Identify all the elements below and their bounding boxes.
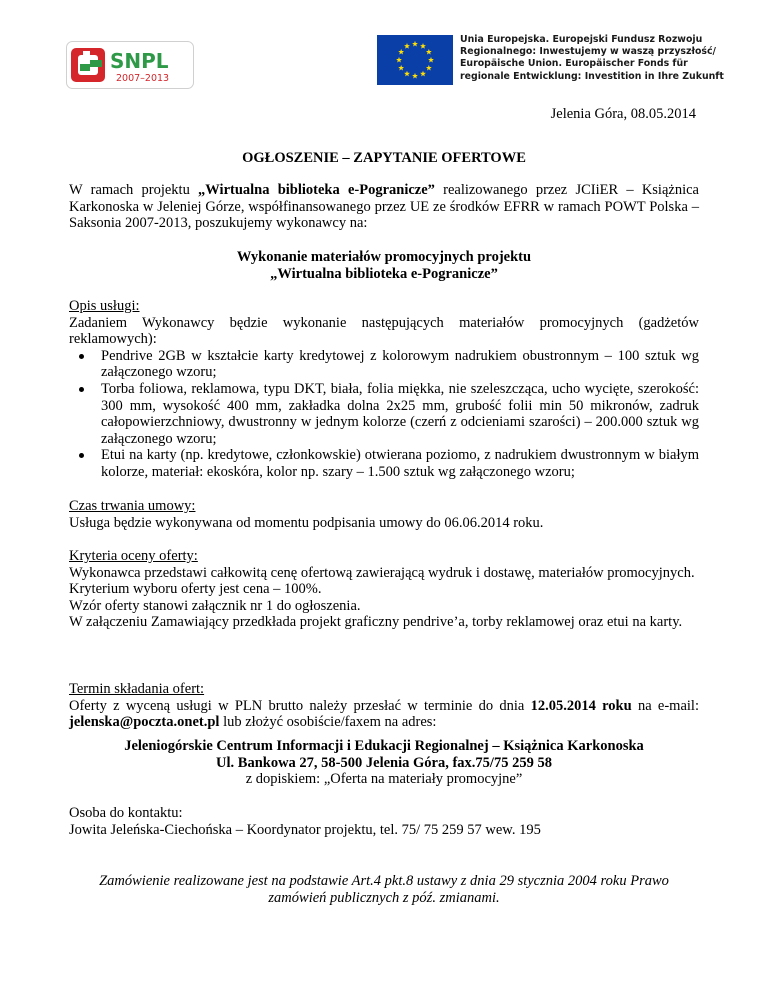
criteria-section <box>69 548 699 631</box>
address-block <box>69 738 699 788</box>
eu-flag <box>377 35 453 85</box>
snpl-puzzle-logo-icon <box>66 41 194 89</box>
bullet-icon <box>79 453 84 458</box>
eu-star-icon <box>398 65 404 71</box>
eu-text-line: regionale Entwicklung: Investition in Ihre Zukunft <box>460 70 724 82</box>
contact-heading: Osoba do kontaktu: <box>69 805 183 821</box>
eu-star-icon <box>396 57 402 63</box>
project-name: „Wirtualna biblioteka e-Pogranicze” <box>198 182 435 198</box>
eu-star-icon <box>426 49 432 55</box>
deadline-text-after: lub złożyć osobiście/faxem na adres: <box>219 714 437 731</box>
eu-text-line: Europäische Union. Europäischer Fonds für <box>460 58 688 70</box>
document-date: Jelenia Góra, 08.05.2014 <box>550 106 696 122</box>
list-item-text: Torba foliowa, reklamowa, typu DKT, biała, folia miękka, nie szeleszcząca, ucho wycięte, szerokość: 300 mm, wysokość 400 mm, zakładka dolna 2x25 mm, grubość folii min 50 mikronów, zadruk całopowierzchniowy, dwustronny w jednym kolorze (czerń z odcieniami szarości) – 200.000 sztuk wg załączonego wzoru; <box>101 380 699 447</box>
list-item-text: Etui na karty (np. kredytowe, członkowskie) otwierana poziomo, z nadrukiem dwustronnym w białym kolorze, materiał: ekoskóra, kolor np. szary – 1.500 sztuk wg załączonego wzoru; <box>101 447 699 480</box>
deadline-heading: Termin składania ofert: <box>69 681 205 697</box>
eu-star-icon <box>412 41 418 47</box>
service-heading: Opis usługi: <box>69 298 140 314</box>
list-item <box>69 447 699 480</box>
list-item <box>69 381 699 447</box>
duration-text: Usługa będzie wykonywana od momentu podpisania umowy do 06.06.2014 roku. <box>69 514 544 531</box>
duration-section <box>69 498 699 531</box>
contact-text: Jowita Jeleńska-Ciechońska – Koordynator projektu, tel. 75/ 75 259 57 wew. 195 <box>69 821 541 838</box>
bullet-icon <box>79 387 84 392</box>
duration-heading: Czas trwania umowy: <box>69 498 196 514</box>
eu-text-line: Regionalnego: Inwestujemy w waszą przyszłość/ <box>460 46 716 58</box>
bullet-icon <box>79 354 84 359</box>
footer-line: Zamówienie realizowane jest na podstawie Art.4 pkt.8 ustawy z dnia 29 stycznia 2004 roku Prawo <box>99 873 669 889</box>
criteria-text: W załączeniu Zamawiający przedkłada projekt graficzny pendrive’a, torby reklamowej oraz etui na karty. <box>69 614 683 631</box>
list-item-text: Pendrive 2GB w kształcie karty kredytowej z kolorowym nadrukiem obustronnym – 100 sztuk wg załączonego wzoru; <box>101 347 699 381</box>
deadline-text-before: Oferty z wyceną usługi w PLN brutto należy przesłać w terminie do dnia <box>69 697 531 714</box>
deadline-section <box>69 681 699 731</box>
document-title: OGŁOSZENIE – ZAPYTANIE OFERTOWE <box>242 150 526 166</box>
snpl-logo <box>66 41 194 89</box>
subject-line: „Wirtualna biblioteka e-Pogranicze” <box>270 265 498 282</box>
snpl-logo-years: 2007–2013 <box>116 73 170 84</box>
criteria-text: Wykonawca przedstawi całkowitą cenę ofertową zawierającą wydruk i dostawę, materiałów promocyjnych. <box>69 564 695 581</box>
contact-section <box>69 805 699 838</box>
eu-star-icon <box>412 73 418 79</box>
deadline-date: 12.05.2014 roku <box>530 697 632 714</box>
eu-star-icon <box>398 49 404 55</box>
deadline-text <box>69 698 699 731</box>
eu-star-icon <box>404 43 410 49</box>
list-item <box>69 348 699 381</box>
subject-line: Wykonanie materiałów promocyjnych projektu <box>236 249 532 265</box>
eu-star-icon <box>428 57 434 63</box>
order-subject <box>69 249 699 282</box>
criteria-text: Kryterium wyboru oferty jest cena – 100%. <box>69 581 322 598</box>
eu-text-line: Unia Europejska. Europejski Fundusz Rozwoju <box>460 34 703 45</box>
deadline-text-middle: na e-mail: <box>631 697 699 714</box>
eu-star-icon <box>420 43 426 49</box>
service-section <box>69 298 699 481</box>
footer-line: zamówień publicznych z póź. zmianami. <box>268 889 500 906</box>
legal-basis-footer <box>69 873 699 906</box>
intro-paragraph <box>69 182 699 232</box>
service-intro: Zadaniem Wykonawcy będzie wykonanie następujących materiałów promocyjnych (gadżetów reklamowych): <box>69 314 699 348</box>
intro-text-after: realizowanego przez JCIiER – Książnica Karkonoska w Jeleniej Górze, współfinansowanego przez UE ze środków EFRR w ramach POWT Polska – Saksonia 2007-2013, poszukujemy wykonawcy na: <box>69 182 699 232</box>
eu-flag-icon <box>377 35 453 85</box>
snpl-logo-text: SNPL <box>110 49 169 73</box>
address-line: Jeleniogórskie Centrum Informacji i Edukacji Regionalnej – Książnica Karkonoska <box>124 738 644 754</box>
eu-star-icon <box>404 71 410 77</box>
eu-star-icon <box>426 65 432 71</box>
contact-email[interactable]: jelenska@poczta.onet.pl <box>69 714 220 731</box>
criteria-heading: Kryteria oceny oferty: <box>69 548 198 564</box>
intro-text-before: W ramach projektu <box>69 182 199 198</box>
eu-funding-text <box>460 34 760 83</box>
address-line: Ul. Bankowa 27, 58-500 Jelenia Góra, fax.75/75 259 58 <box>216 754 552 771</box>
address-note: z dopiskiem: „Oferta na materiały promocyjne” <box>245 771 523 788</box>
eu-star-icon <box>420 71 426 77</box>
criteria-text: Wzór oferty stanowi załącznik nr 1 do ogłoszenia. <box>69 597 361 614</box>
service-items <box>69 348 699 481</box>
